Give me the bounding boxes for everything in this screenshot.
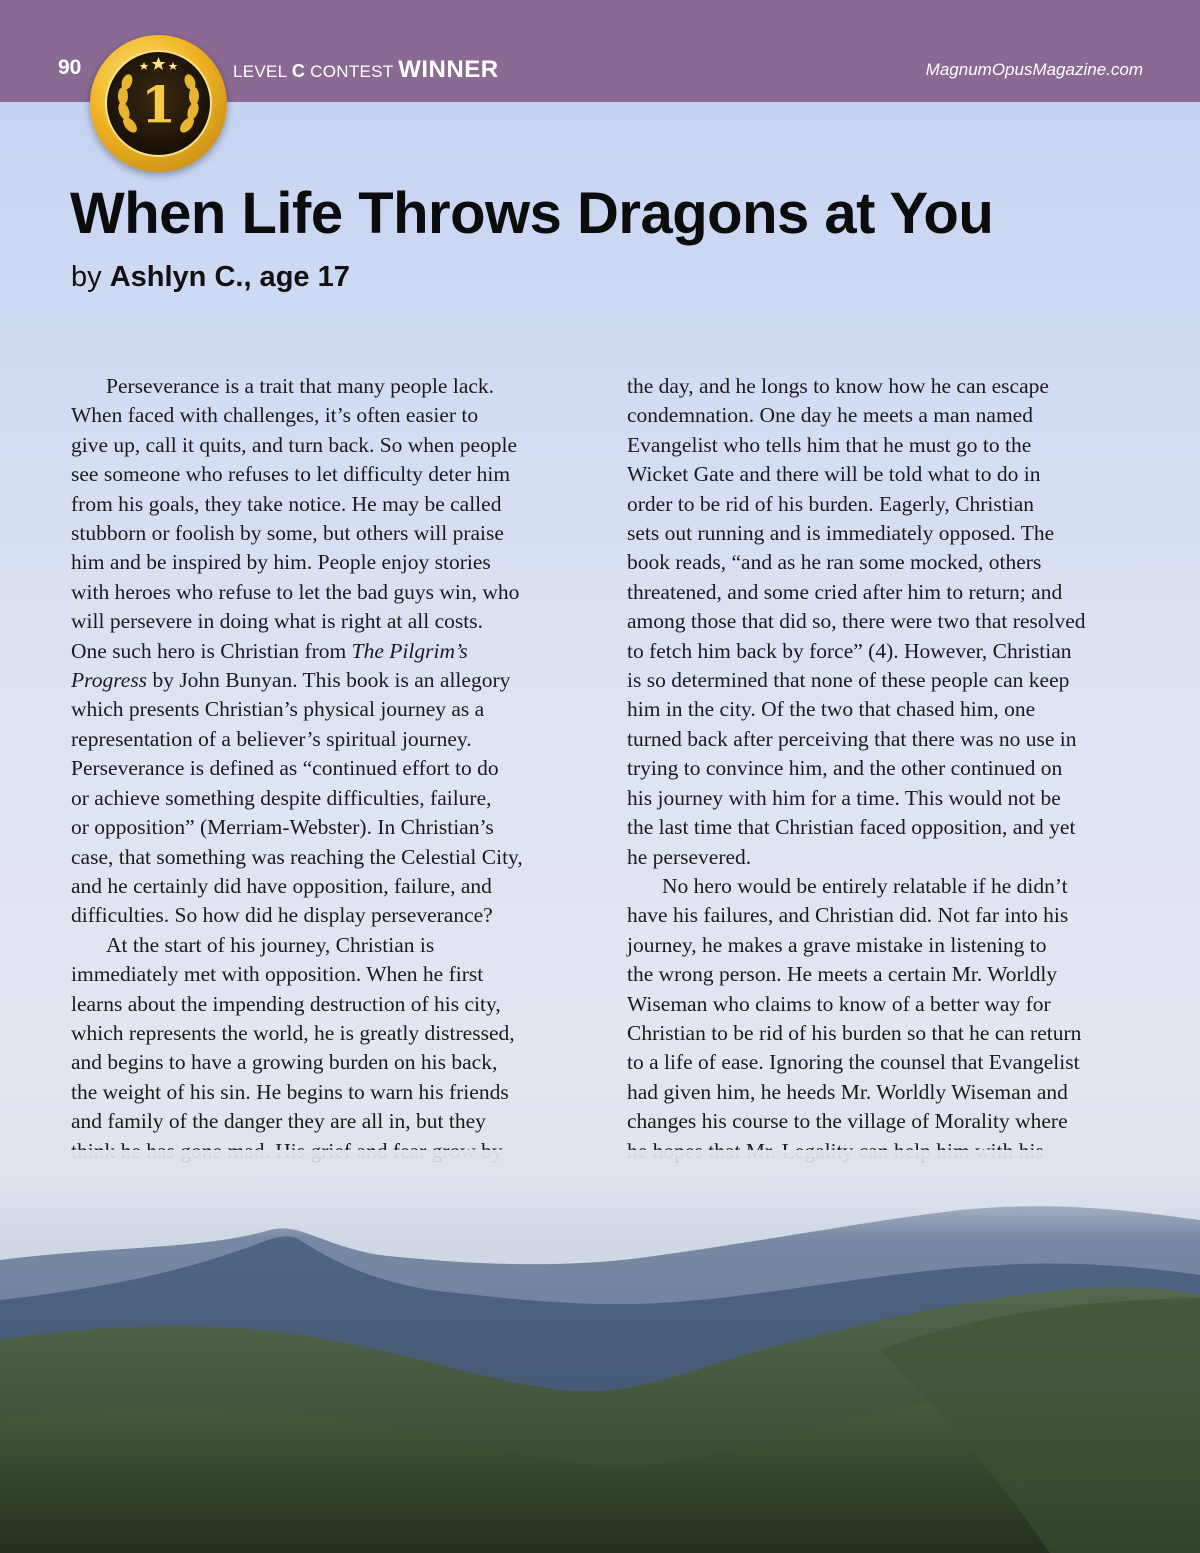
body-line — [627, 990, 1127, 1019]
body-line — [627, 960, 1127, 989]
body-column-left — [71, 372, 571, 1166]
body-line — [71, 695, 571, 724]
body-line — [71, 460, 571, 489]
body-line — [627, 460, 1127, 489]
body-line — [71, 931, 571, 960]
article-title: When Life Throws Dragons at You — [70, 181, 994, 246]
body-text: or achieve something despite difficulties, failure, — [71, 785, 492, 810]
body-text: will persevere in doing what is right at all costs. — [71, 609, 483, 634]
body-column-right — [627, 372, 1127, 1166]
body-line — [71, 990, 571, 1019]
body-line — [627, 813, 1127, 842]
body-line — [71, 666, 571, 695]
body-text: stubborn or foolish by some, but others will praise — [71, 521, 504, 546]
mountain-landscape-image — [0, 1150, 1200, 1553]
body-text: to a life of ease. Ignoring the counsel that Evangelist — [627, 1050, 1080, 1075]
body-text: When faced with challenges, it’s often easier to — [71, 403, 479, 428]
body-text: changes his course to the village of Morality where — [627, 1109, 1068, 1134]
body-line — [627, 1019, 1127, 1048]
body-text: representation of a believer’s spiritual journey. — [71, 726, 472, 751]
body-text: book reads, “and as he ran some mocked, others — [627, 550, 1042, 575]
body-text: difficulties. So how did he display perseverance? — [71, 903, 493, 928]
body-text: the last time that Christian faced opposition, and yet — [627, 815, 1076, 840]
body-text: the day, and he longs to know how he can escape — [627, 374, 1049, 398]
body-line — [71, 578, 571, 607]
body-text: his journey with him for a time. This would not be — [627, 785, 1061, 810]
body-line — [627, 754, 1127, 783]
body-line — [71, 901, 571, 930]
body-text: from his goals, they take notice. He may be called — [71, 491, 502, 516]
book-title-italic: Progress — [71, 668, 148, 693]
body-line — [71, 1078, 571, 1107]
body-text: condemnation. One day he meets a man named — [627, 403, 1033, 428]
body-text: Perseverance is a trait that many people lack. — [106, 374, 495, 398]
body-line — [627, 578, 1127, 607]
first-place-medal-icon — [90, 35, 227, 172]
body-line — [71, 548, 571, 577]
body-text: journey, he makes a grave mistake in listening to — [627, 932, 1047, 957]
body-line — [627, 490, 1127, 519]
body-text: No hero would be entirely relatable if he didn’t — [662, 873, 1068, 898]
body-line — [627, 784, 1127, 813]
body-line — [627, 872, 1127, 901]
body-line — [627, 931, 1127, 960]
body-text: and family of the danger they are all in, but they — [71, 1109, 486, 1134]
body-line — [71, 784, 571, 813]
body-text: Evangelist who tells him that he must go to the — [627, 432, 1032, 457]
body-text: Perseverance is defined as “continued effort to do — [71, 756, 499, 781]
body-line — [627, 695, 1127, 724]
body-text: have his failures, and Christian did. Not far into his — [627, 903, 1069, 928]
body-text: the wrong person. He meets a certain Mr. Worldly — [627, 962, 1058, 987]
byline-prefix: by — [71, 261, 102, 293]
body-text: threatened, and some cried after him to return; and — [627, 579, 1063, 604]
body-text: which presents Christian’s physical journey as a — [71, 697, 485, 722]
body-line — [71, 490, 571, 519]
winner-word: WINNER — [398, 56, 499, 83]
body-text: by John Bunyan. This book is an allegory — [147, 668, 511, 693]
body-text: trying to convince him, and the other continued on — [627, 756, 1063, 781]
body-text: At the start of his journey, Christian is — [106, 932, 435, 957]
body-text: order to be rid of his burden. Eagerly, Christian — [627, 491, 1034, 516]
body-line — [627, 1048, 1127, 1077]
medal-number: 1 — [141, 75, 176, 134]
body-text: is so determined that none of these people can keep — [627, 668, 1070, 693]
body-text: had given him, he heeds Mr. Worldly Wiseman and — [627, 1079, 1068, 1104]
body-text: One such hero is Christian from — [71, 638, 352, 663]
body-line — [71, 872, 571, 901]
body-text: learns about the impending destruction of his city, — [71, 991, 501, 1016]
body-text: sets out running and is immediately opposed. The — [627, 521, 1055, 546]
body-text: among those that did so, there were two that resolved — [627, 609, 1086, 634]
body-line — [71, 843, 571, 872]
body-text: see someone who refuses to let difficulty deter him — [71, 462, 511, 487]
body-line — [627, 843, 1127, 872]
body-line — [627, 548, 1127, 577]
body-line — [71, 1107, 571, 1136]
body-line — [71, 1019, 571, 1048]
body-text: or opposition” (Merriam-Webster). In Christian’s — [71, 815, 494, 840]
body-text: him and be inspired by him. People enjoy stories — [71, 550, 491, 575]
body-text: case, that something was reaching the Celestial City, — [71, 844, 523, 869]
body-text: the weight of his sin. He begins to warn his friends — [71, 1079, 509, 1104]
body-text: Wicket Gate and there will be told what to do in — [627, 462, 1041, 487]
body-line — [71, 960, 571, 989]
body-line — [627, 1107, 1127, 1136]
body-line — [627, 607, 1127, 636]
body-text: him in the city. Of the two that chased him, one — [627, 697, 1036, 722]
level-prefix: LEVEL — [233, 62, 287, 81]
page-number: 90 — [58, 56, 82, 79]
body-line — [71, 431, 571, 460]
body-text: to fetch him back by force” (4). However, Christian — [627, 638, 1072, 663]
body-line — [71, 401, 571, 430]
level-letter: C — [291, 61, 306, 81]
body-line — [627, 1078, 1127, 1107]
body-line — [627, 637, 1127, 666]
body-text: he persevered. — [627, 844, 752, 869]
body-line — [627, 372, 1127, 401]
author-name: Ashlyn C., age 17 — [109, 261, 350, 293]
body-line — [71, 372, 571, 401]
byline — [71, 261, 350, 294]
body-line — [627, 666, 1127, 695]
body-text: turned back after perceiving that there was no use in — [627, 726, 1077, 751]
body-line — [627, 519, 1127, 548]
body-text: and he certainly did have opposition, failure, and — [71, 873, 492, 898]
body-text: immediately met with opposition. When he first — [71, 962, 484, 987]
body-line — [627, 725, 1127, 754]
body-text: with heroes who refuse to let the bad guys win, who — [71, 579, 520, 604]
body-line — [71, 754, 571, 783]
body-line — [627, 901, 1127, 930]
body-text: give up, call it quits, and turn back. So when people — [71, 432, 518, 457]
website-url: MagnumOpusMagazine.com — [925, 60, 1143, 79]
body-line — [71, 1048, 571, 1077]
body-text: Christian to be rid of his burden so that he can return — [627, 1020, 1082, 1045]
body-line — [71, 813, 571, 842]
body-line — [71, 637, 571, 666]
body-line — [627, 401, 1127, 430]
body-text: Wiseman who claims to know of a better way for — [627, 991, 1051, 1016]
body-line — [71, 519, 571, 548]
body-text: which represents the world, he is greatly distressed, — [71, 1020, 515, 1045]
body-line — [71, 607, 571, 636]
book-title-italic: The Pilgrim’s — [351, 638, 468, 663]
body-line — [627, 431, 1127, 460]
body-line — [71, 725, 571, 754]
contest-word: CONTEST — [310, 62, 394, 81]
body-text: and begins to have a growing burden on his back, — [71, 1050, 498, 1075]
contest-label — [233, 56, 499, 84]
